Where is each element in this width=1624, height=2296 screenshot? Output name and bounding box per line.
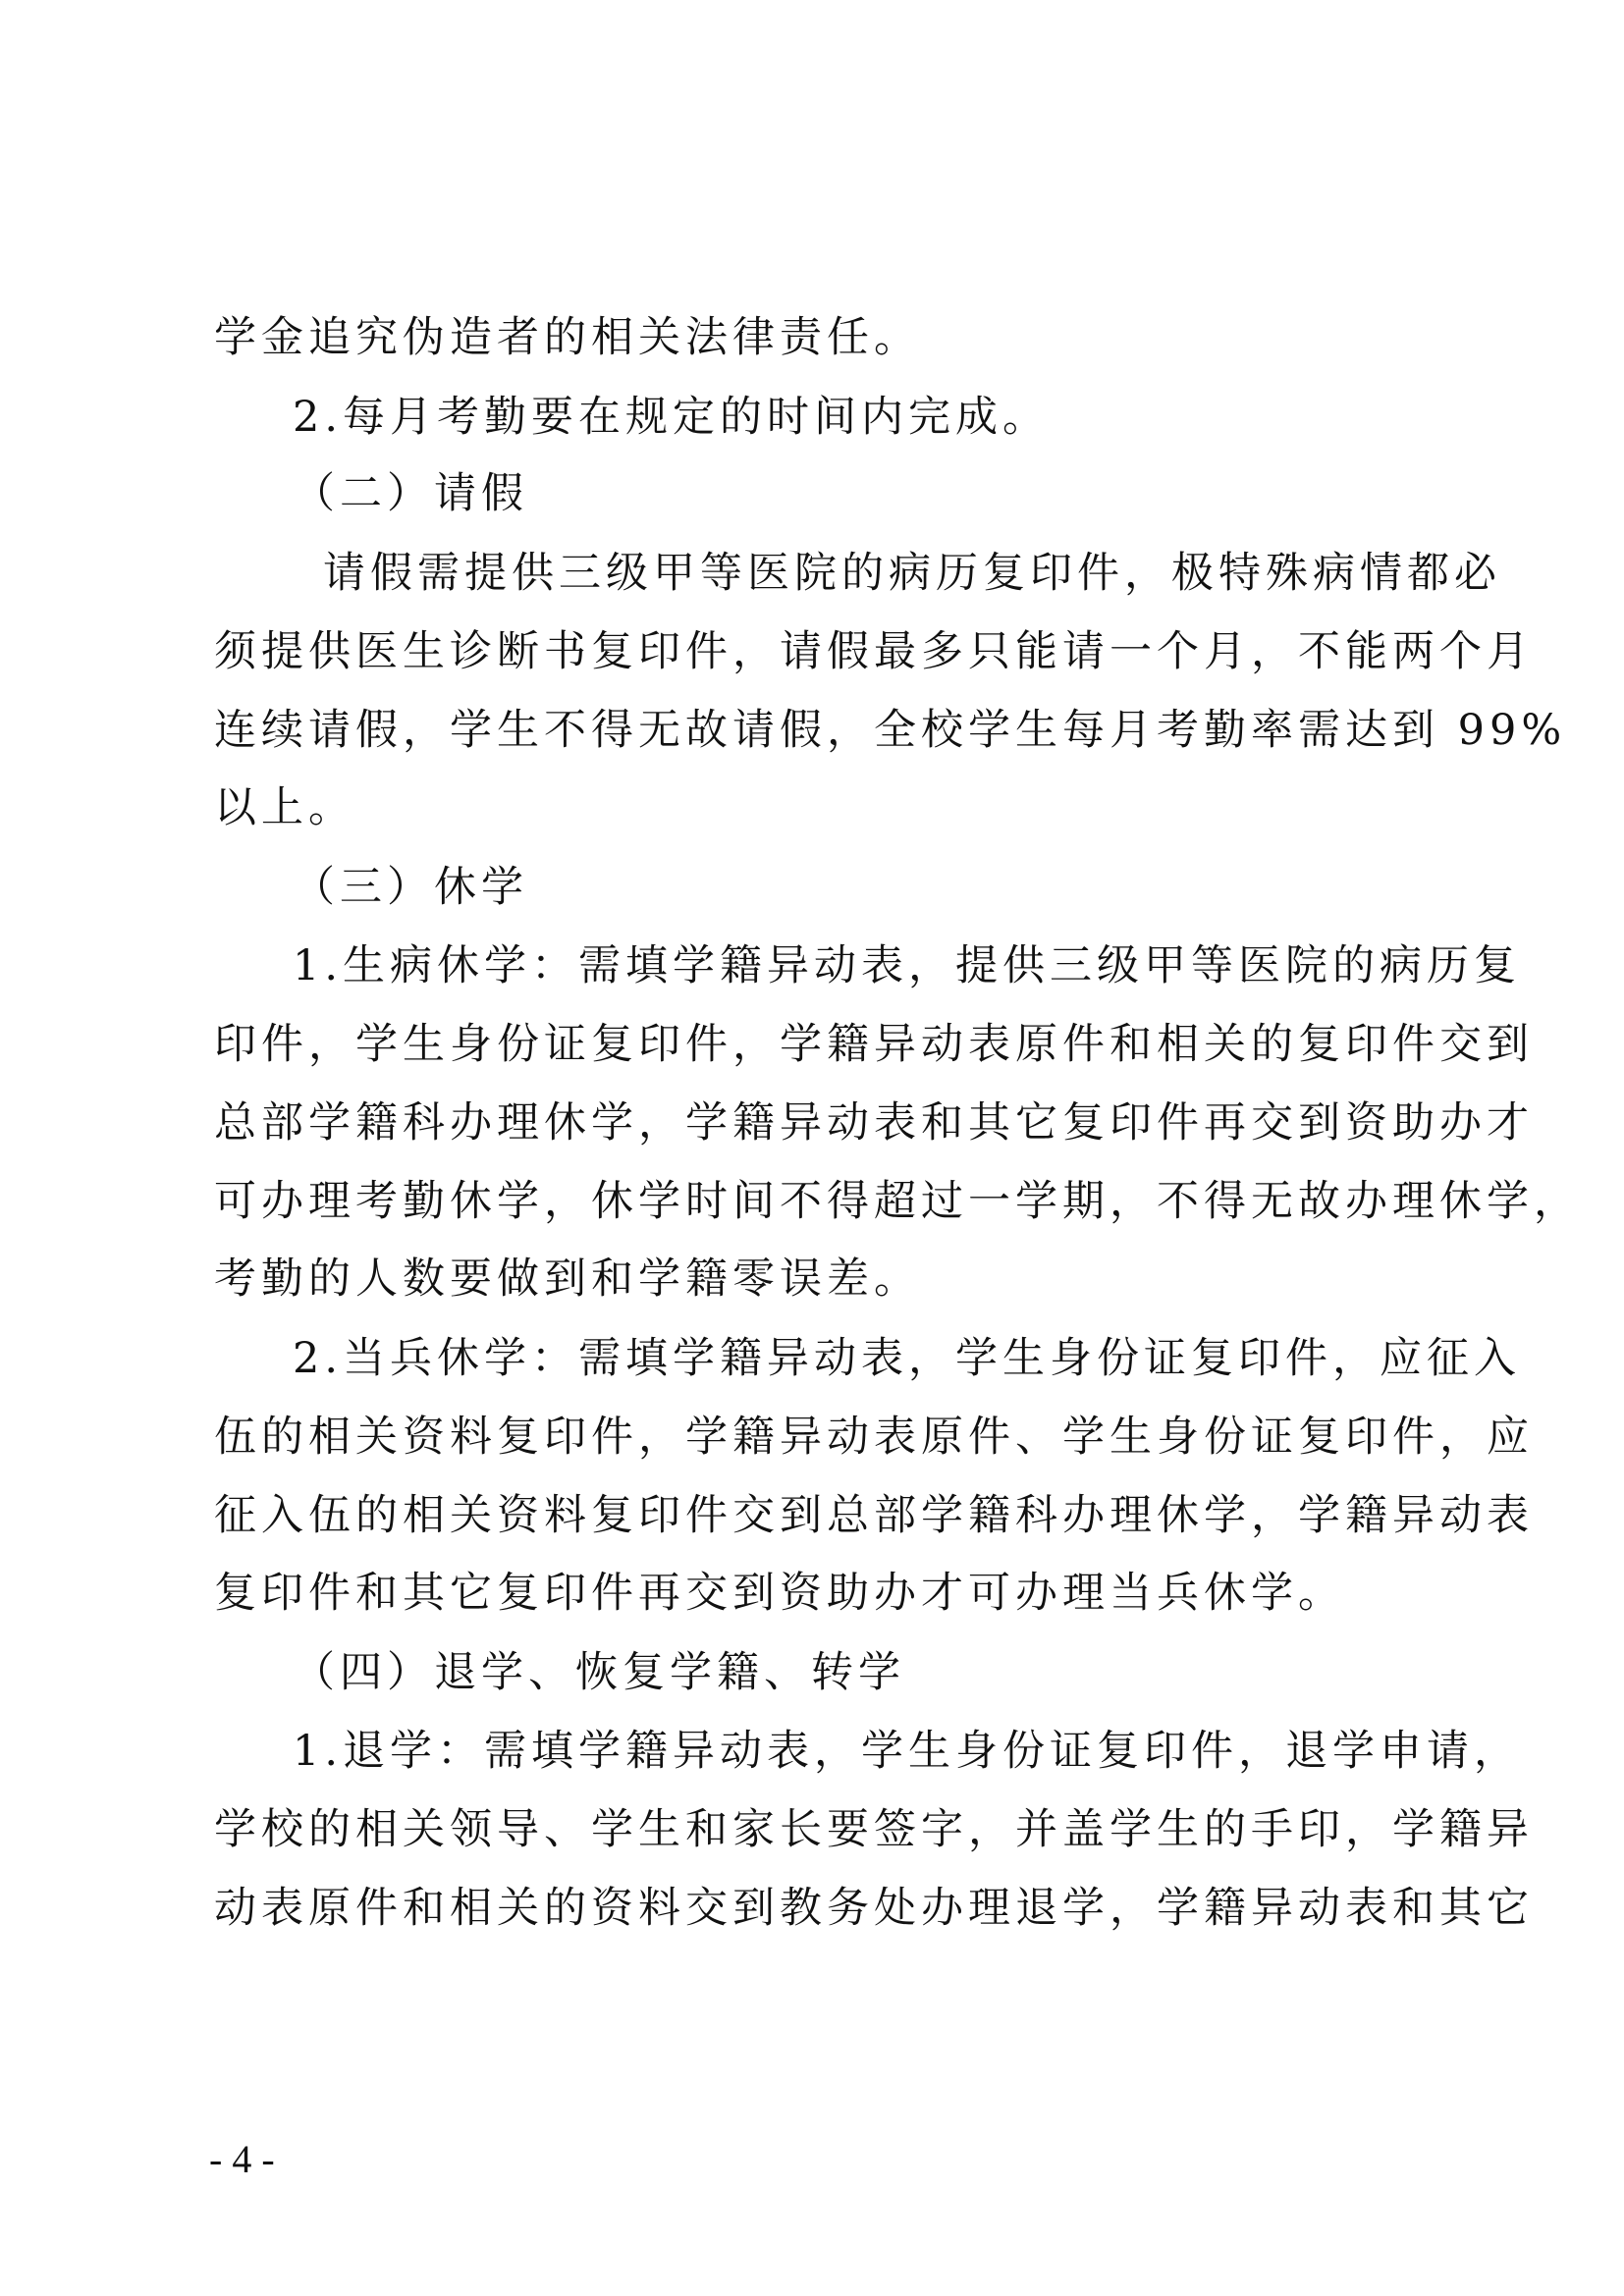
text-line: 动表原件和相关的资料交到教务处办理退学，学籍异动表和其它	[214, 1884, 1534, 1933]
text-line: 学金追究伪造者的相关法律责任。	[214, 313, 921, 362]
text-line: 1.生病休学：需填学籍异动表，提供三级甲等医院的病历复	[293, 941, 1522, 990]
page-number: - 4 -	[209, 2137, 275, 2181]
text-line: 请假需提供三级甲等医院的病历复印件，极特殊病情都必	[323, 549, 1501, 598]
section-heading: （三）休学	[293, 863, 528, 912]
section-heading: （四）退学、恢复学籍、转学	[293, 1648, 905, 1697]
text-line: 可办理考勤休学，休学时间不得超过一学期，不得无故办理休学，	[214, 1177, 1581, 1226]
text-line: 征入伍的相关资料复印件交到总部学籍科办理休学，学籍异动表	[214, 1491, 1534, 1540]
text-line: 以上。	[214, 783, 355, 832]
text-line: 2.每月考勤要在规定的时间内完成。	[293, 393, 1051, 442]
text-line: 印件，学生身份证复印件，学籍异动表原件和相关的复印件交到	[214, 1020, 1534, 1069]
text-line: 复印件和其它复印件再交到资助办才可办理当兵休学。	[214, 1569, 1345, 1618]
text-line: 2.当兵休学：需填学籍异动表，学生身份证复印件，应征入	[293, 1334, 1522, 1383]
text-line: 考勤的人数要做到和学籍零误差。	[214, 1255, 921, 1304]
section-heading: （二）请假	[293, 469, 528, 518]
text-line: 1.退学：需填学籍异动表，学生身份证复印件，退学申请，	[293, 1727, 1522, 1776]
text-line: 学校的相关领导、学生和家长要签字，并盖学生的手印，学籍异	[214, 1805, 1534, 1854]
text-line: 伍的相关资料复印件，学籍异动表原件、学生身份证复印件，应	[214, 1413, 1534, 1462]
text-line: 须提供医生诊断书复印件，请假最多只能请一个月，不能两个月	[214, 627, 1534, 676]
text-line: 总部学籍科办理休学，学籍异动表和其它复印件再交到资助办才	[214, 1098, 1534, 1148]
text-line: 连续请假，学生不得无故请假，全校学生每月考勤率需达到 99%	[214, 706, 1567, 755]
